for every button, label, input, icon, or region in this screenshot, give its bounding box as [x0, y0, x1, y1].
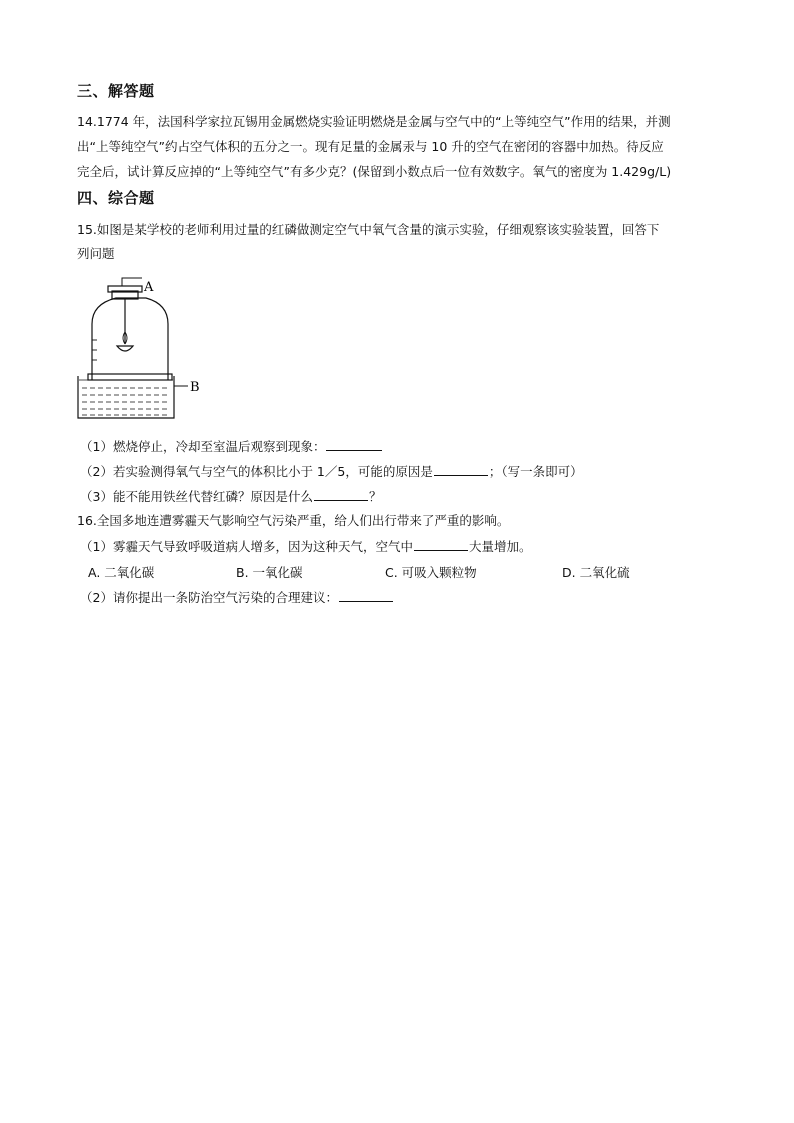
- q16-option-c[interactable]: C. 可吸入颗粒物: [385, 565, 477, 580]
- q15-part-2: [80, 463, 583, 480]
- q15-line-1: 15.如图是某学校的老师利用过量的红磷做测定空气中氧气含量的演示实验，仔细观察该实验装置，回答下: [77, 222, 660, 237]
- q15-part-3-tail: ？: [368, 489, 382, 504]
- q16-part-2-text: （2）请你提出一条防治空气污染的合理建议：: [80, 590, 338, 605]
- q16-line-1: 16.全国多地连遭雾霾天气影响空气污染严重，给人们出行带来了严重的影响。: [77, 513, 510, 528]
- water-fill: [82, 388, 170, 415]
- label-b: B: [190, 380, 200, 395]
- q16-option-b[interactable]: B. 一氧化碳: [236, 565, 303, 580]
- q16-option-d[interactable]: D. 二氧化硫: [562, 565, 630, 580]
- q15-part-3: [80, 488, 381, 505]
- bell-jar: [92, 298, 168, 380]
- answer-blank[interactable]: [339, 589, 393, 602]
- answer-blank[interactable]: [414, 538, 468, 551]
- combustion-spoon: [117, 346, 133, 351]
- water-trough: [78, 376, 174, 418]
- q16-part-1-tail: 大量增加。: [468, 539, 532, 554]
- q16-option-a[interactable]: A. 二氧化碳: [88, 565, 155, 580]
- jar-base: [88, 374, 172, 380]
- q14-line-1: 14.1774 年，法国科学家拉瓦锡用金属燃烧实验证明燃烧是金属与空气中的“上等纯空气”作用的结果，并测: [77, 114, 671, 129]
- q15-line-2: 列问题: [77, 246, 115, 261]
- q15-part-2-tail: ；（写一条即可）: [488, 464, 583, 479]
- answer-blank[interactable]: [326, 438, 382, 451]
- q15-part-1-text: （1）燃烧停止，冷却至室温后观察到现象：: [80, 439, 326, 454]
- q15-part-1: [80, 438, 383, 455]
- section-title-answer: 三、解答题: [77, 82, 155, 100]
- q15-part-3-text: （3）能不能用铁丝代替红磷？原因是什么: [80, 489, 313, 504]
- label-a-leader: [122, 278, 142, 286]
- section-title-comprehensive: 四、综合题: [77, 189, 155, 207]
- q16-part-1: [80, 538, 531, 555]
- answer-blank[interactable]: [314, 488, 368, 501]
- q14-line-2: 出“上等纯空气”约占空气体积的五分之一。现有足量的金属汞与 10 升的空气在密闭的容器中加热。待反应: [77, 139, 664, 154]
- label-a: A: [144, 280, 154, 295]
- answer-blank[interactable]: [434, 463, 488, 476]
- q16-part-1-text: （1）雾霾天气导致呼吸道病人增多，因为这种天气，空气中: [80, 539, 413, 554]
- q16-part-2: [80, 589, 394, 606]
- q14-line-3: 完全后，试计算反应掉的“上等纯空气”有多少克？(保留到小数点后一位有效数字。氧气的密度为 1.429g/L): [77, 164, 672, 179]
- q15-part-2-text: （2）若实验测得氧气与空气的体积比小于 1／5，可能的原因是: [80, 464, 433, 479]
- experiment-apparatus-figure: [70, 276, 210, 426]
